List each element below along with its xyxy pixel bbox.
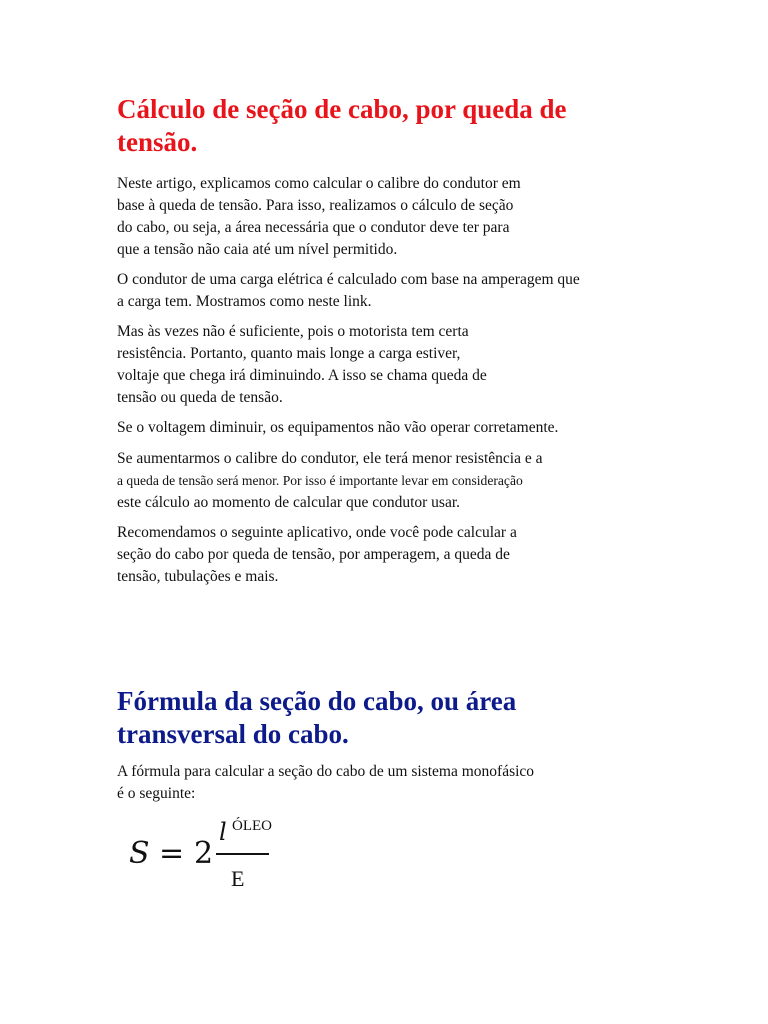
text-line: a queda de tensão será menor. Por isso é importante levar em consideração [117,473,523,488]
text-line: base à queda de tensão. Para isso, realizamos o cálculo de seção [117,197,514,214]
text-line: que a tensão não caia até um nível permitido. [117,241,398,258]
text-line: Se aumentarmos o calibre do condutor, ele terá menor resistência e a [117,450,543,467]
text-line: Mas às vezes não é suficiente, pois o motorista tem certa [117,323,469,340]
text-line: a carga tem. Mostramos como neste link. [117,293,372,310]
formula-equals: = [159,836,185,871]
paragraph-amperage [117,269,580,313]
text-line: tensão ou queda de tensão. [117,389,283,406]
text-line: O condutor de uma carga elétrica é calculado com base na amperagem que [117,271,580,288]
paragraph-resistance [117,321,487,409]
text-line: resistência. Portanto, quanto mais longe a carga estiver, [117,345,461,362]
fraction-bar [216,853,269,855]
paragraph-voltage [117,417,558,439]
paragraph-caliber [117,448,542,514]
cable-section-formula [129,812,289,902]
text-line: este cálculo ao momento de calcular que condutor usar. [117,494,461,511]
text-line: Se o voltagem diminuir, os equipamentos não vão operar corretamente. [117,419,559,436]
formula-numerator-symbol: l [219,818,227,846]
paragraph-formula-intro [117,761,534,805]
formula-denominator: E [231,866,245,891]
text-line: A fórmula para calcular a seção do cabo de um sistema monofásico [117,763,535,780]
paragraph-recommendation [117,522,517,588]
formula-coefficient: 2 [194,836,214,871]
paragraph-intro [117,173,521,261]
text-line: do cabo, ou seja, a área necessária que o condutor deve ter para [117,219,510,236]
text-line: é o seguinte: [117,785,196,802]
text-line: Neste artigo, explicamos como calcular o calibre do condutor em [117,175,521,192]
text-line: seção do cabo por queda de tensão, por amperagem, a queda de [117,546,510,563]
text-line: tensão, tubulações e mais. [117,568,279,585]
article-title: Cálculo de seção de cabo, por queda de tensão. [117,94,567,157]
formula-numerator-superscript: ÓLEO [232,818,272,834]
formula-lhs: S [129,836,150,871]
text-line: Recomendamos o seguinte aplicativo, onde você pode calcular a [117,524,517,541]
section-heading-formula: Fórmula da seção do cabo, ou área transversal do cabo. [117,686,517,749]
text-line: voltaje que chega irá diminuindo. A isso se chama queda de [117,367,487,384]
